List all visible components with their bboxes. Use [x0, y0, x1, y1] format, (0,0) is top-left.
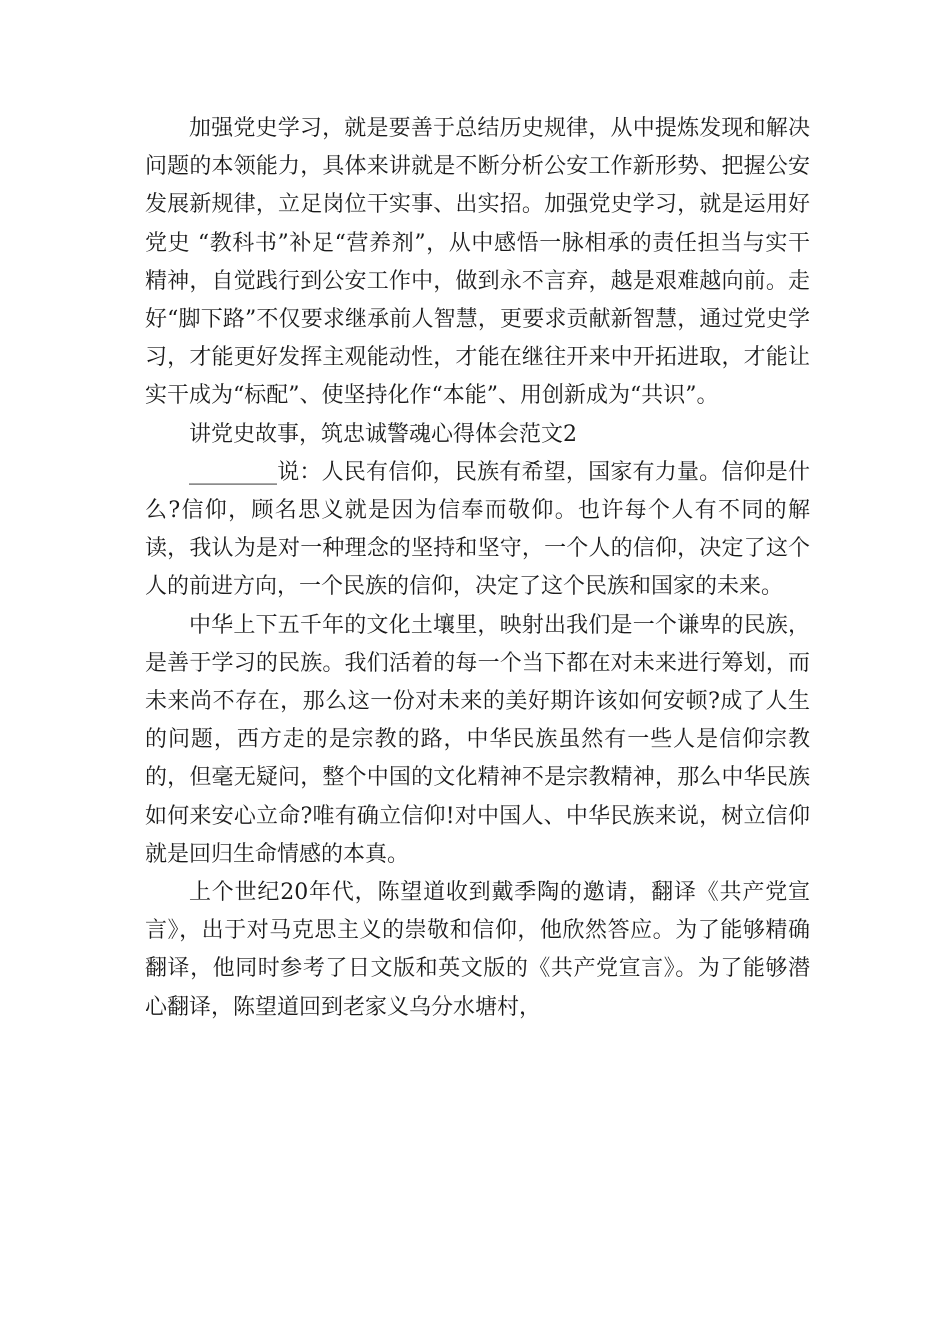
paragraph-chen-wangdao: 上个世纪20年代，陈望道收到戴季陶的邀请，翻译《共产党宣言》，出于对马克思主义的崇敬和信仰，他欣然答应。为了能够精确翻译，他同时参考了日文版和英文版的《共产党宣言》。为了能够潜心翻译，陈望道回到老家义乌分水塘村， [145, 880, 810, 1020]
document-page [145, 110, 810, 1027]
section-heading: 讲党史故事，筑忠诚警魂心得体会范文2 [189, 421, 577, 447]
paragraph-faith: ________说：人民有信仰，民族有希望，国家有力量。信仰是什么?信仰，顾名思义就是因为信奉而敬仰。也许每个人有不同的解读，我认为是对一种理念的坚持和坚守，一个人的信仰，决定了这个人的前进方向，一个民族的信仰，决定了这个民族和国家的未来。 [145, 459, 810, 600]
paragraph-chinese-culture: 中华上下五千年的文化土壤里，映射出我们是一个谦卑的民族，是善于学习的民族。我们活着的每一个当下都在对未来进行筹划，而未来尚不存在，那么这一份对未来的美好期许该如何安顿?成了人生的问题，西方走的是宗教的路，中华民族虽然有一些人是信仰宗教的，但毫无疑问，整个中国的文化精神不是宗教精神，那么中华民族如何来安心立命?唯有确立信仰!对中国人、中华民族来说，树立信仰就是回归生命情感的本真。 [145, 612, 810, 867]
paragraph-study-party-history: 加强党史学习，就是要善于总结历史规律，从中提炼发现和解决问题的本领能力，具体来讲就是不断分析公安工作新形势、把握公安发展新规律，立足岗位干实事、出实招。加强党史学习，就是运用好党史 “教科书”补足“营养剂”，从中感悟一脉相承的责任担当与实干精神，自觉践行到公安工作中，做到永不言弃，越是艰难越向前。走好“脚下路”不仅要求继承前人智慧，更要求贡献新智慧，通过党史学习，才能更好发挥主观能动性，才能在继往开来中开拓进取，才能让实干成为“标配”、使坚持化作“本能”、用创新成为“共识”。 [145, 116, 810, 409]
